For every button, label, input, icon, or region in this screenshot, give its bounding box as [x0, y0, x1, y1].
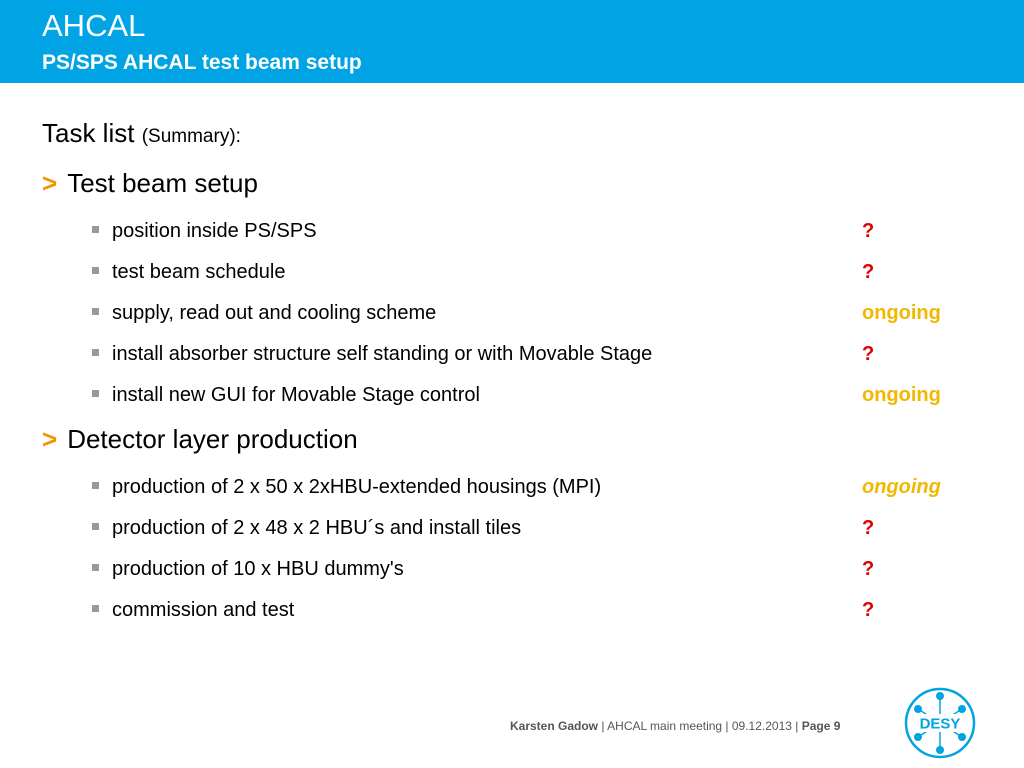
list-item: [92, 599, 294, 622]
section-test-beam-setup: [42, 168, 258, 199]
list-item-text: supply, read out and cooling scheme: [112, 302, 437, 324]
list-item: [92, 384, 480, 407]
list-item: [92, 261, 285, 284]
slide-footer: [510, 719, 840, 733]
bullet-icon: [92, 349, 99, 356]
logo-text: DESY: [919, 715, 961, 733]
list-item-text: position inside PS/SPS: [112, 220, 317, 242]
bullet-icon: [92, 226, 99, 233]
section-detector-layer-production: [42, 424, 358, 455]
status-badge: ?: [862, 599, 875, 621]
list-item: [92, 220, 317, 243]
bullet-icon: [92, 482, 99, 489]
footer-meeting: | AHCAL main meeting | 09.12.2013 |: [598, 719, 802, 733]
section-arrow-icon: >: [42, 424, 58, 454]
list-item: [92, 302, 436, 325]
bullet-icon: [92, 523, 99, 530]
status-badge: ?: [862, 558, 875, 580]
status-badge: ?: [862, 343, 875, 365]
list-item-text: production of 2 x 50 x 2xHBU-extended housings (MPI): [112, 476, 602, 498]
slide-subtitle: PS/SPS AHCAL test beam setup: [42, 51, 362, 74]
status-badge: ?: [862, 261, 875, 283]
slide-header: [0, 0, 1024, 83]
task-list-subtitle: (Summary):: [141, 126, 241, 147]
bullet-icon: [92, 564, 99, 571]
list-item-text: commission and test: [112, 599, 295, 621]
status-badge: ?: [862, 220, 875, 242]
section-arrow-icon: >: [42, 168, 58, 198]
list-item: [92, 343, 652, 366]
slide-title: AHCAL: [42, 8, 146, 43]
list-item-text: install new GUI for Movable Stage control: [112, 384, 480, 406]
list-item-text: install absorber structure self standing or with Movable Stage: [112, 343, 653, 365]
bullet-icon: [92, 267, 99, 274]
bullet-icon: [92, 605, 99, 612]
list-item-text: production of 2 x 48 x 2 HBU´s and install tiles: [112, 517, 522, 539]
list-item-text: production of 10 x HBU dummy's: [112, 558, 404, 580]
list-item: [92, 558, 404, 581]
bullet-icon: [92, 308, 99, 315]
list-item-text: test beam schedule: [112, 261, 286, 283]
task-list-heading: [42, 118, 241, 149]
footer-author: Karsten Gadow: [510, 719, 599, 733]
desy-logo-icon: [904, 687, 976, 759]
status-badge: ongoing: [862, 384, 941, 406]
list-item: [92, 476, 601, 499]
status-badge: ongoing: [862, 476, 941, 498]
bullet-icon: [92, 390, 99, 397]
task-list-title: Task list: [42, 118, 135, 148]
list-item: [92, 517, 521, 540]
section-label: Detector layer production: [67, 424, 358, 454]
status-badge: ongoing: [862, 302, 941, 324]
status-badge: ?: [862, 517, 875, 539]
footer-page: Page 9: [801, 719, 841, 733]
section-label: Test beam setup: [67, 168, 258, 198]
